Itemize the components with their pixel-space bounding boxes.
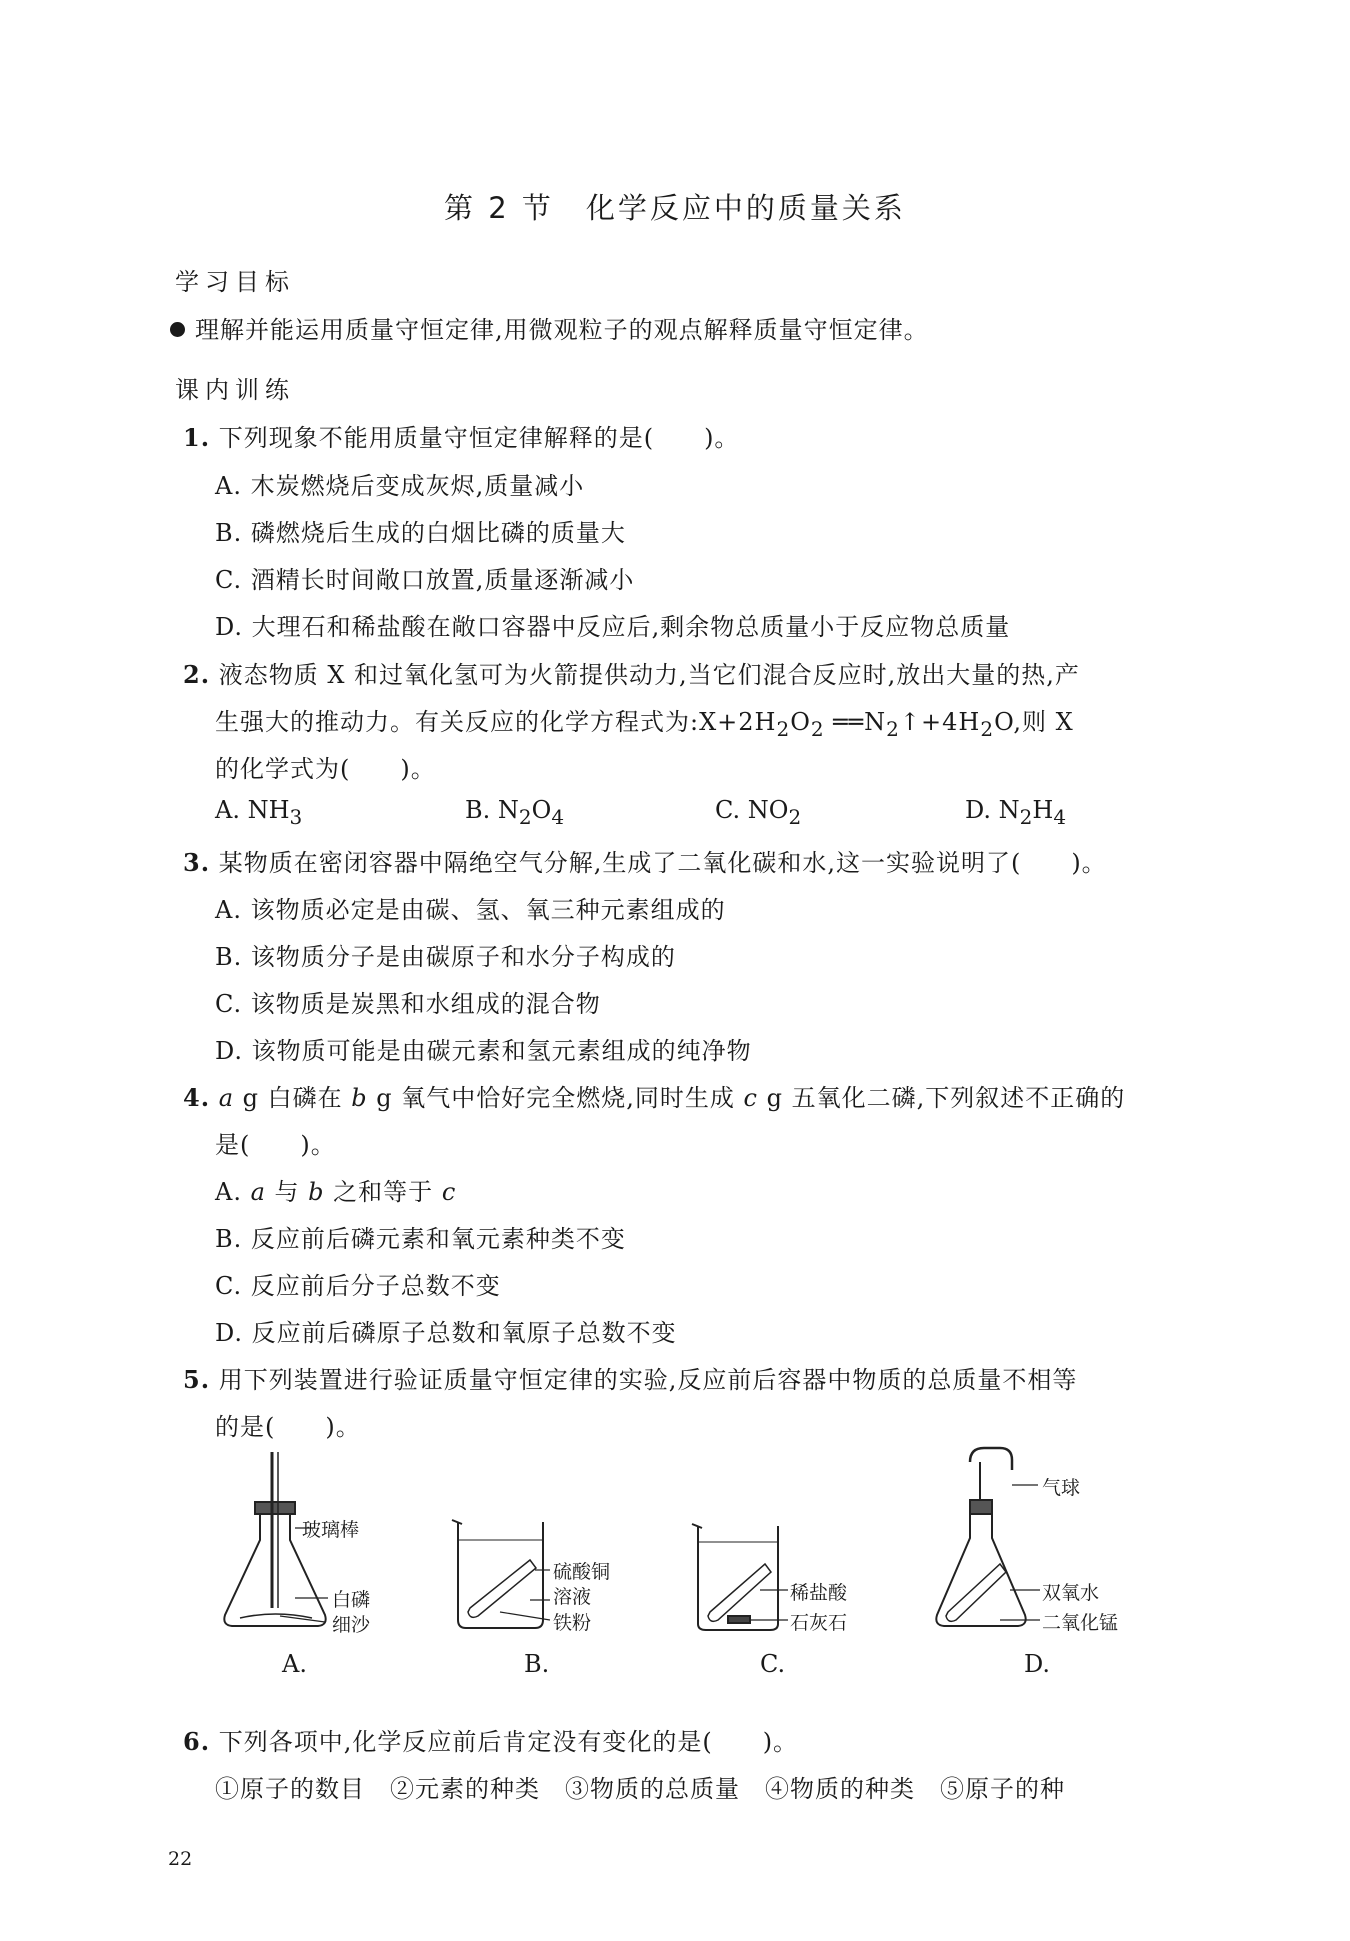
question-3-stem: 3. 某物质在密闭容器中隔绝空气分解,生成了二氧化碳和水,这一实验说明了( )。 bbox=[183, 848, 1107, 877]
training-heading: 课内训练 bbox=[175, 376, 295, 404]
page-number: 22 bbox=[168, 1848, 193, 1870]
label-copper-sulfate: 硫酸铜 bbox=[553, 1561, 611, 1583]
question-2-option-d: D. $N_2H_4$ bbox=[965, 796, 1067, 829]
caption-d: D. bbox=[1024, 1650, 1051, 1678]
question-4-stem: 4. a g 白磷在 b g 氧气中恰好完全燃烧,同时生成 c g 五氧化二磷,下列叙述不正确的 bbox=[183, 1083, 1126, 1112]
question-4-option-d: D. 反应前后磷原子总数和氧原子总数不变 bbox=[215, 1319, 677, 1347]
label-limestone: 石灰石 bbox=[790, 1612, 848, 1634]
question-6-stem: 6. 下列各项中,化学反应前后肯定没有变化的是( )。 bbox=[183, 1727, 799, 1756]
label-hydrogen-peroxide: 双氧水 bbox=[1042, 1582, 1100, 1604]
label-fine-sand: 细沙 bbox=[332, 1614, 371, 1636]
section-title: 第 2 节 化学反应中的质量关系 bbox=[444, 191, 906, 225]
question-2-line-1: 2. 液态物质 X 和过氧化氢可为火箭提供动力,当它们混合反应时,放出大量的热,产 bbox=[183, 660, 1080, 689]
question-3-option-b: B. 该物质分子是由碳原子和水分子构成的 bbox=[215, 943, 676, 971]
question-4-option-c: C. 反应前后分子总数不变 bbox=[215, 1272, 501, 1300]
label-manganese-dioxide: 二氧化锰 bbox=[1042, 1612, 1119, 1634]
question-3-option-c: C. 该物质是炭黑和水组成的混合物 bbox=[215, 990, 601, 1018]
question-5-line-1: 5. 用下列装置进行验证质量守恒定律的实验,反应前后容器中物质的总质量不相等 bbox=[183, 1365, 1078, 1394]
question-2-line-3: 的化学式为( )。 bbox=[215, 755, 436, 783]
bullet-icon bbox=[170, 322, 185, 337]
apparatus-d-flask bbox=[936, 1448, 1040, 1626]
question-2-option-a: A. $NH_3$ bbox=[215, 796, 303, 829]
question-1-option-c: C. 酒精长时间敞口放置,质量逐渐减小 bbox=[215, 566, 635, 594]
label-glass-rod: 玻璃棒 bbox=[302, 1519, 360, 1541]
apparatus-figure bbox=[200, 1440, 1200, 1700]
label-balloon: 气球 bbox=[1042, 1477, 1081, 1499]
question-1-option-a: A. 木炭燃烧后变成灰烬,质量减小 bbox=[215, 472, 585, 500]
label-white-phosphorus: 白磷 bbox=[332, 1589, 371, 1611]
question-3-option-d: D. 该物质可能是由碳元素和氢元素组成的纯净物 bbox=[215, 1037, 752, 1065]
caption-b: B. bbox=[524, 1650, 550, 1678]
question-1-stem: 1. 下列现象不能用质量守恒定律解释的是( )。 bbox=[183, 423, 740, 452]
question-4-option-b: B. 反应前后磷元素和氧元素种类不变 bbox=[215, 1225, 626, 1253]
question-5-line-2: 的是( )。 bbox=[215, 1413, 361, 1441]
label-solution: 溶液 bbox=[553, 1586, 592, 1608]
caption-c: C. bbox=[760, 1650, 786, 1678]
question-2-option-c: C. $NO_2$ bbox=[715, 796, 802, 829]
question-1-option-d: D. 大理石和稀盐酸在敞口容器中反应后,剩余物总质量小于反应物总质量 bbox=[215, 613, 1011, 641]
question-4-line-2: 是( )。 bbox=[215, 1131, 336, 1159]
apparatus-c-beaker bbox=[692, 1524, 788, 1630]
question-2-option-b: B. $N_2O_4$ bbox=[465, 796, 565, 829]
apparatus-b-beaker bbox=[452, 1520, 550, 1628]
question-3-option-a: A. 该物质必定是由碳、氢、氧三种元素组成的 bbox=[215, 896, 726, 924]
goals-heading: 学习目标 bbox=[175, 268, 295, 296]
question-2-equation-line: 生强大的推动力。有关反应的化学方程式为$:X+2H_2O_2$ $══N_2↑+4H_2O$,则 X bbox=[215, 708, 1074, 741]
learning-goal: 理解并能运用质量守恒定律,用微观粒子的观点解释质量守恒定律。 bbox=[170, 310, 929, 345]
question-6-items: ①原子的数目 ②元素的种类 ③物质的总质量 ④物质的种类 ⑤原子的种 bbox=[215, 1775, 1065, 1803]
question-4-option-a: A. a 与 b 之和等于 c bbox=[215, 1178, 457, 1206]
question-1-option-b: B. 磷燃烧后生成的白烟比磷的质量大 bbox=[215, 519, 626, 547]
label-dilute-hcl: 稀盐酸 bbox=[790, 1582, 848, 1604]
label-iron-powder: 铁粉 bbox=[553, 1612, 592, 1634]
caption-a: A. bbox=[282, 1650, 307, 1678]
